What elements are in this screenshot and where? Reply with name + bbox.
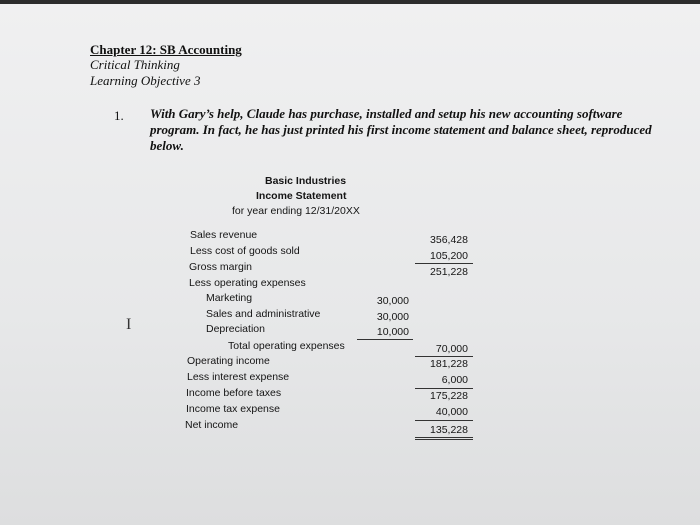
underline-depreciation: [357, 339, 413, 340]
amount-operating-income: 181,228: [430, 358, 468, 370]
underline-total-opex: [415, 356, 473, 357]
question-text: With Gary’s help, Claude has purchase, installed and setup his new accounting software program. In fact, he has just printed his first income statement and balance sheet, reproduced below.: [150, 106, 652, 153]
underline-income-tax: [415, 420, 473, 421]
line-label-income-before-taxes: Income before taxes: [186, 387, 282, 399]
amount-sales-revenue: 356,428: [430, 234, 468, 246]
amount-total-opex: 70,000: [435, 343, 468, 355]
double-underline-net-income-bottom: [415, 439, 473, 440]
amount-net-income: 135,228: [430, 424, 468, 436]
line-label-depreciation: Depreciation: [206, 323, 265, 335]
amount-interest-expense: 6,000: [441, 374, 468, 386]
company-name: Basic Industries: [265, 175, 347, 187]
line-label-operating-income: Operating income: [187, 355, 270, 367]
line-label-marketing: Marketing: [206, 292, 253, 304]
underline-cogs: [415, 263, 473, 264]
line-label-income-tax: Income tax expense: [186, 403, 280, 415]
statement-period: for year ending 12/31/20XX: [232, 205, 360, 217]
line-label-operating-expenses: Less operating expenses: [189, 277, 306, 289]
line-label-sales-admin: Sales and administrative: [206, 308, 321, 320]
chapter-title: Chapter 12: SB Accounting: [90, 42, 242, 57]
underline-interest-expense: [415, 388, 473, 389]
line-label-cogs: Less cost of goods sold: [190, 245, 300, 257]
amount-gross-margin: 251,228: [430, 266, 468, 278]
amount-cogs: 105,200: [430, 250, 468, 262]
line-label-net-income: Net income: [185, 419, 239, 431]
section-subtitle: Critical Thinking: [90, 57, 180, 72]
double-underline-net-income-top: [415, 437, 473, 438]
statement-title: Income Statement: [256, 190, 347, 202]
amount-income-tax: 40,000: [435, 406, 468, 418]
amount-sales-admin: 30,000: [376, 311, 409, 323]
learning-objective: Learning Objective 3: [90, 73, 201, 88]
amount-depreciation: 10,000: [376, 326, 409, 338]
line-label-interest-expense: Less interest expense: [187, 371, 290, 383]
amount-income-before-taxes: 175,228: [430, 390, 468, 402]
top-edge: [0, 0, 700, 4]
amount-marketing: 30,000: [376, 295, 409, 307]
question-number: 1.: [114, 108, 124, 123]
line-label-total-opex: Total operating expenses: [228, 340, 345, 352]
line-label-gross-margin: Gross margin: [189, 261, 253, 273]
line-label-sales-revenue: Sales revenue: [190, 229, 258, 241]
text-cursor-icon: I: [126, 316, 132, 333]
